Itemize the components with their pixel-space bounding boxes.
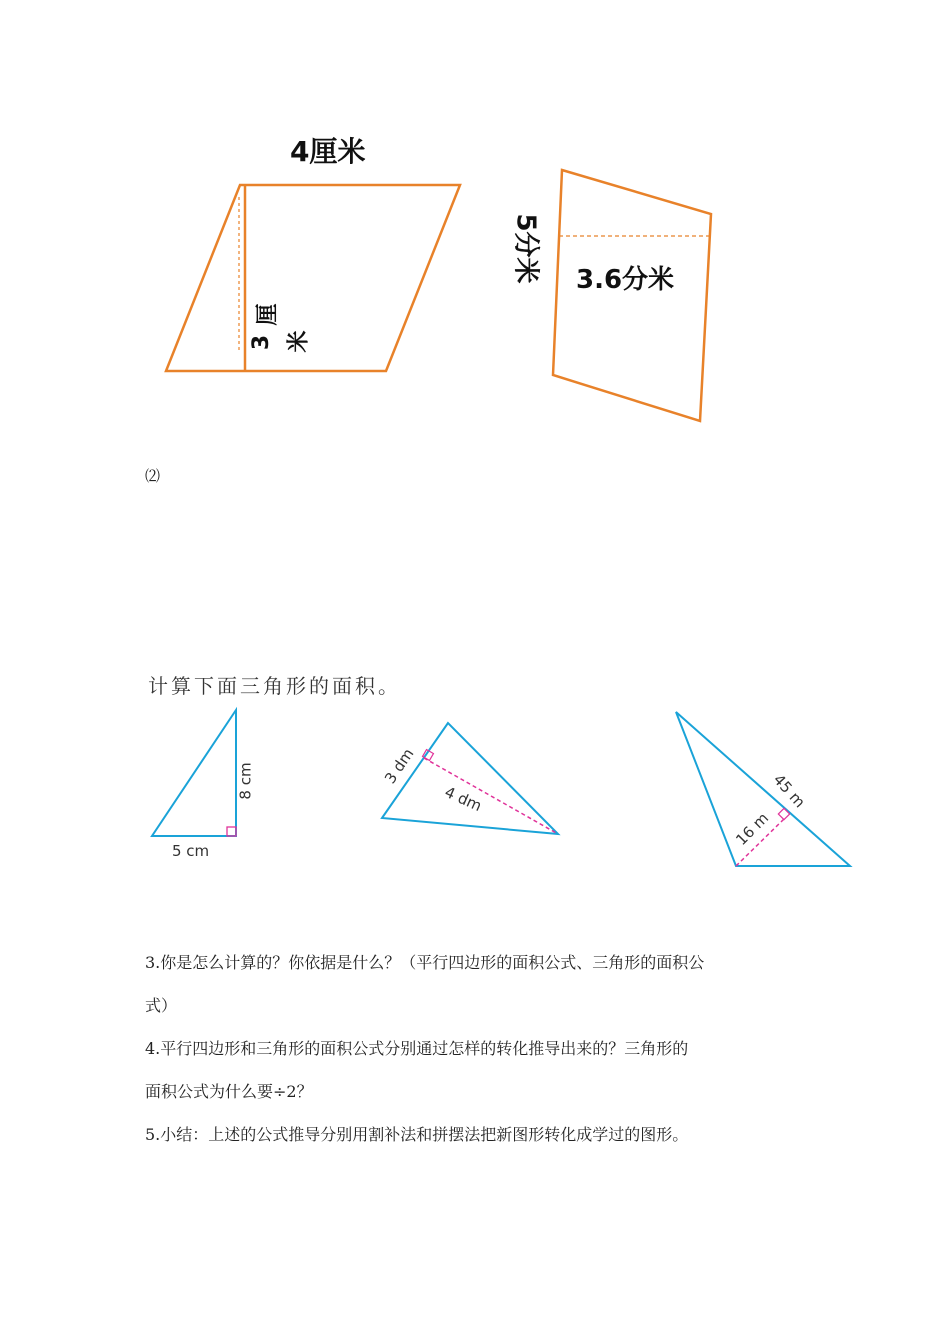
triangle2-side-label: 3 dm [381, 745, 418, 787]
triangle-section-heading: 计算下面三角形的面积。 [148, 674, 401, 698]
figure2-side-label: 5分米 [510, 213, 541, 284]
question3-line2: 式） [145, 996, 178, 1015]
triangle1-base-label: 5 cm [172, 842, 210, 860]
triangle3-side-label: 45 m [769, 770, 809, 812]
question5: 5.小结：上述的公式推导分别用割补法和拼摆法把新图形转化成学过的图形。 [145, 1125, 689, 1144]
triangle1-outline [152, 710, 236, 836]
question3-line1: 3.你是怎么计算的？你依据是什么？（平行四边形的面积公式、三角形的面积公 [145, 953, 705, 972]
figure1-height-num: 3 [249, 334, 275, 351]
figure1-outline [166, 185, 460, 371]
triangle1-right-angle-marker [227, 827, 236, 836]
triangle3-outline [676, 712, 850, 866]
figure1-height-char2: 米 [286, 330, 312, 353]
triangle1 [140, 700, 280, 845]
figure1-parallelogram [150, 175, 480, 385]
question4-line2: 面积公式为什么要÷2？ [145, 1082, 313, 1101]
triangle2-height-label: 4 dm [442, 782, 485, 816]
figure1-top-label: 4厘米 [290, 135, 366, 168]
question4-line1: 4.平行四边形和三角形的面积公式分别通过怎样的转化推导出来的？三角形的 [145, 1039, 689, 1058]
triangle3 [665, 700, 865, 875]
figure2-height-label: 3.6分米 [576, 265, 675, 295]
triangle3-height-label: 16 m [732, 809, 773, 849]
triangle1-height-label: 8 cm [236, 762, 255, 800]
figure1-height-char1: 厘 [255, 303, 281, 326]
triangle2-outline [382, 723, 558, 834]
section-marker: ⑵ [145, 467, 161, 485]
